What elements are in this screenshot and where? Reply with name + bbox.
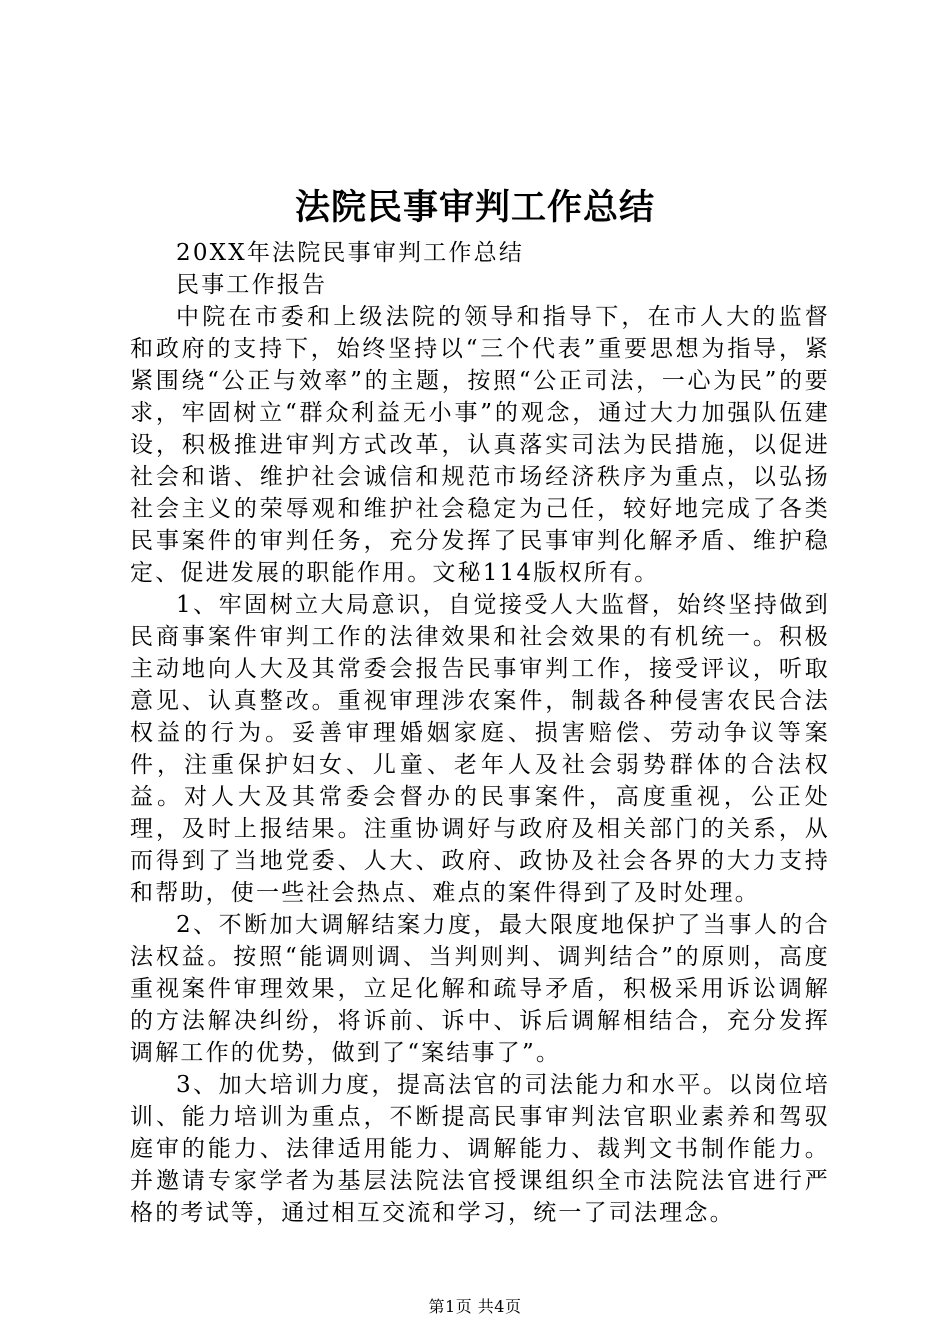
page-footer: 第1页 共4页: [428, 1297, 522, 1316]
subtitle-line: 20XX年法院民事审判工作总结: [176, 240, 525, 266]
paragraph-item-2: 2、不断加大调解结案力度，最大限度地保护了当事人的合法权益。按照“能调则调、当判则判、调判结合”的原则，高度重视案件审理效果，立足化解和疏导矛盾，积极采用诉讼调解的方法解决纠纷，将诉前、诉中、诉后调解相结合，充分发挥调解工作的优势，做到了“案结事了”。: [130, 912, 830, 1066]
paragraph-item-1: 1、牢固树立大局意识，自觉接受人大监督，始终坚持做到民商事案件审判工作的法律效果和社会效果的有机统一。积极主动地向人大及其常委会报告民事审判工作，接受评议，听取意见、认真整改。重视审理涉农案件，制裁各种侵害农民合法权益的行为。妥善审理婚姻家庭、损害赔偿、劳动争议等案件，注重保护妇女、儿童、老年人及社会弱势群体的合法权益。对人大及其常委会督办的民事案件，高度重视，公正处理，及时上报结果。注重协调好与政府及相关部门的关系，从而得到了当地党委、人大、政府、政协及社会各界的大力支持和帮助，使一些社会热点、难点的案件得到了及时处理。: [130, 592, 830, 906]
document-title: 法院民事审判工作总结: [294, 187, 655, 228]
document-body: [130, 237, 830, 1229]
report-heading: 民事工作报告: [176, 272, 328, 298]
paragraph-intro: 中院在市委和上级法院的领导和指导下，在市人大的监督和政府的支持下，始终坚持以“三个代表”重要思想为指导，紧紧围绕“公正与效率”的主题，按照“公正司法，一心为民”的要求，牢固树立“群众利益无小事”的观念，通过大力加强队伍建设，积极推进审判方式改革，认真落实司法为民措施，以促进社会和谐、维护社会诚信和规范市场经济秩序为重点，以弘扬社会主义的荣辱观和维护社会稳定为己任，较好地完成了各类民事案件的审判任务，充分发挥了民事审判化解矛盾、维护稳定、促进发展的职能作用。文秘114版权所有。: [130, 304, 830, 586]
paragraph-item-3: 3、加大培训力度，提高法官的司法能力和水平。以岗位培训、能力培训为重点，不断提高民事审判法官职业素养和驾驭庭审的能力、法律适用能力、调解能力、裁判文书制作能力。并邀请专家学者为基层法院法官授课组织全市法院法官进行严格的考试等，通过相互交流和学习，统一了司法理念。: [130, 1072, 830, 1226]
